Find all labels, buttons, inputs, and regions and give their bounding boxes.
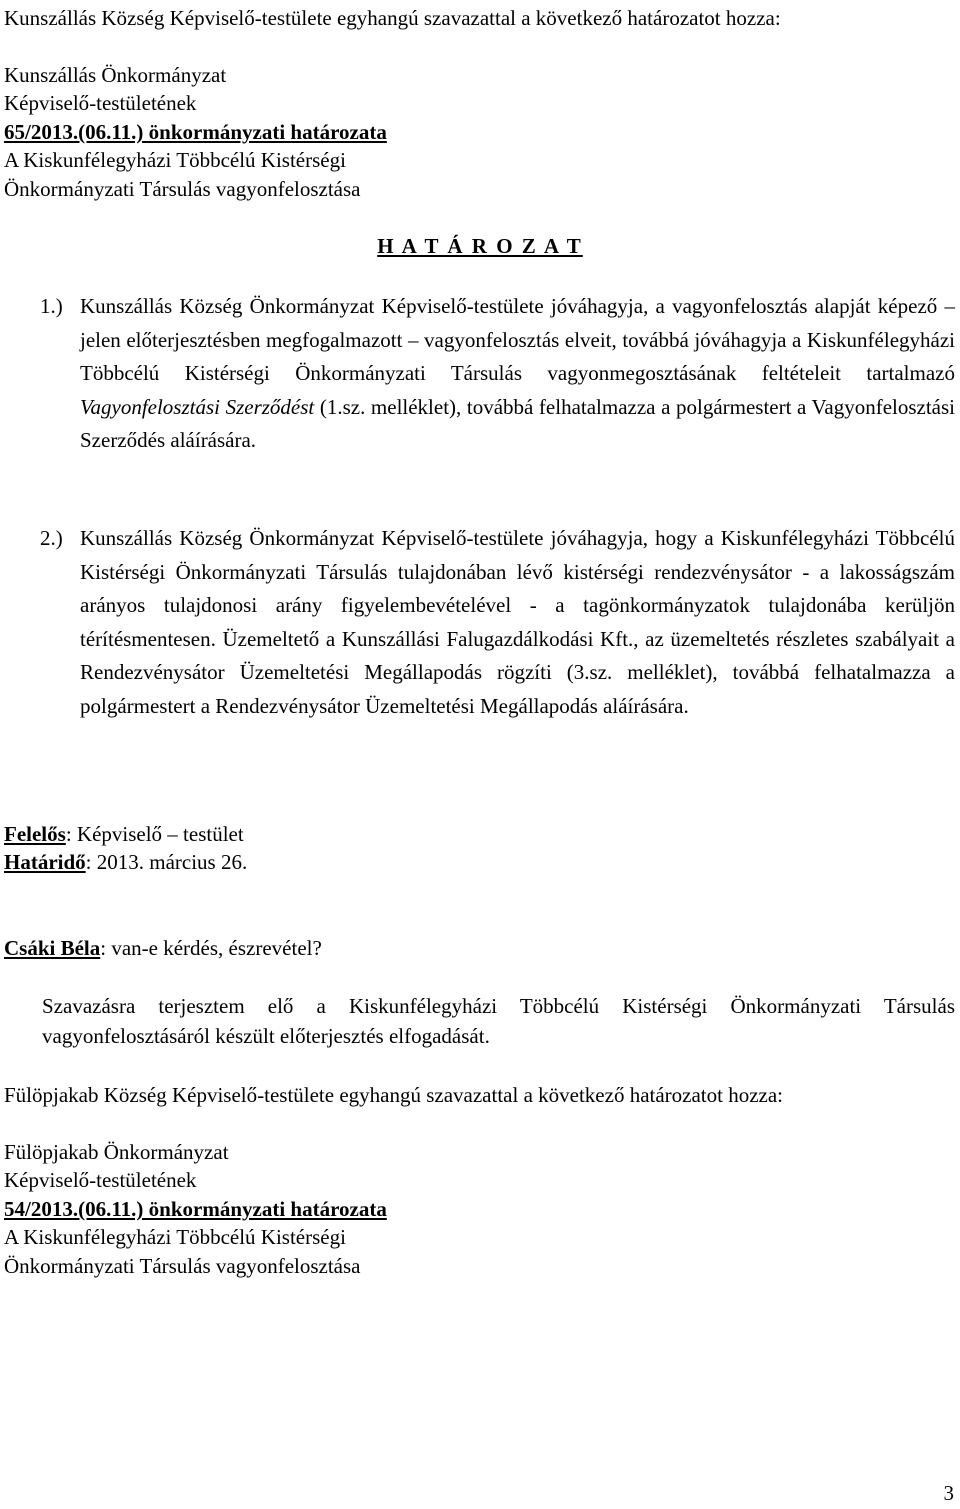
- hatarozat-heading: H A T Á R O Z A T: [377, 234, 583, 258]
- resolution-number: 65/2013.(06.11.) önkormányzati határozata: [4, 120, 387, 144]
- speaker-line: [4, 934, 322, 963]
- intro-kunszallas: Kunszállás Község Képviselő-testülete egyhangú szavazattal a következő határozatot hozza:: [4, 6, 781, 30]
- deadline-value: : 2013. március 26.: [85, 850, 248, 874]
- item-text: Kunszállás Község Önkormányzat Képviselő-testülete jóváhagyja, a vagyonfelosztás alapját képező – jelen előterjesztésben megfogalmazott – vagyonfelosztás elveit, továbbá jóváhagyja a Kiskunfélegyházi Többcélú Kistérségi Önkormányzati Társulás vagyonmegosztásának feltételeit tartalmazó: [80, 294, 955, 385]
- responsible-value: : Képviselő – testület: [65, 822, 244, 846]
- resolution-line: Önkormányzati Társulás vagyonfelosztása: [4, 177, 361, 201]
- resolution-line: Kunszállás Önkormányzat: [4, 63, 227, 87]
- resolution-number: 54/2013.(06.11.) önkormányzati határozata: [4, 1197, 387, 1221]
- speaker-text: : van-e kérdés, észrevétel?: [100, 936, 322, 960]
- item-number: 2.): [40, 526, 63, 550]
- item-text: (1.sz. melléklet), továbbá felhatalmazza a polgármestert a Vagyonfelosztási Szerződés aláírására.: [80, 394, 956, 452]
- resolution-line: A Kiskunfélegyházi Többcélú Kistérségi: [4, 148, 346, 172]
- resolution-line: A Kiskunfélegyházi Többcélú Kistérségi: [4, 1225, 346, 1249]
- item-text: Kunszállás Község Önkormányzat Képviselő-testülete jóváhagyja, hogy a Kiskunfélegyházi Többcélú Kistérségi Önkormányzati Társulás tulajdonában lévő kistérségi rendezvénysátor - a lakosságszám arányos tulajdonosi arány figyelembevételével - a tagönkormányzatok tulajdonába kerüljön térítésmentesen. Üzemeltető a Kunszállási Falugazdálkodási Kft., az üzemeltetés részletes szabályait a Rendezvénysátor Üzemeltetési Megállapodás rögzíti (3.sz. melléklet), továbbá felhatalmazza a polgármestert a Rendezvénysátor Üzemeltetési Megállapodás aláírására.: [80, 526, 955, 718]
- deadline-label: Határidő: [4, 850, 86, 874]
- item-text-italic: Vagyonfelosztási Szerződést: [80, 394, 315, 419]
- vote-proposal: Szavazásra terjesztem elő a Kiskunfélegyházi Többcélú Kistérségi Önkormányzati Társulás vagyonfelosztásáról készült előterjesztés elfogadását.: [42, 994, 955, 1048]
- responsible-label: Felelős: [4, 822, 66, 846]
- decision-item-2: [40, 522, 955, 723]
- resolution-line: Fülöpjakab Önkormányzat: [4, 1140, 229, 1164]
- resolution-line: Képviselő-testületének: [4, 91, 197, 115]
- page-number: 3: [943, 1480, 954, 1505]
- intro-fulopjakab: Fülöpjakab Község Képviselő-testülete egyhangú szavazattal a következő határozatot hozza:: [4, 1083, 784, 1107]
- responsible-line: [4, 820, 244, 849]
- deadline-line: [4, 848, 247, 877]
- resolution-line: Önkormányzati Társulás vagyonfelosztása: [4, 1254, 361, 1278]
- item-number: 1.): [40, 294, 63, 318]
- speaker-name: Csáki Béla: [4, 936, 101, 960]
- decision-item-1: [40, 290, 956, 458]
- resolution-line: Képviselő-testületének: [4, 1168, 197, 1192]
